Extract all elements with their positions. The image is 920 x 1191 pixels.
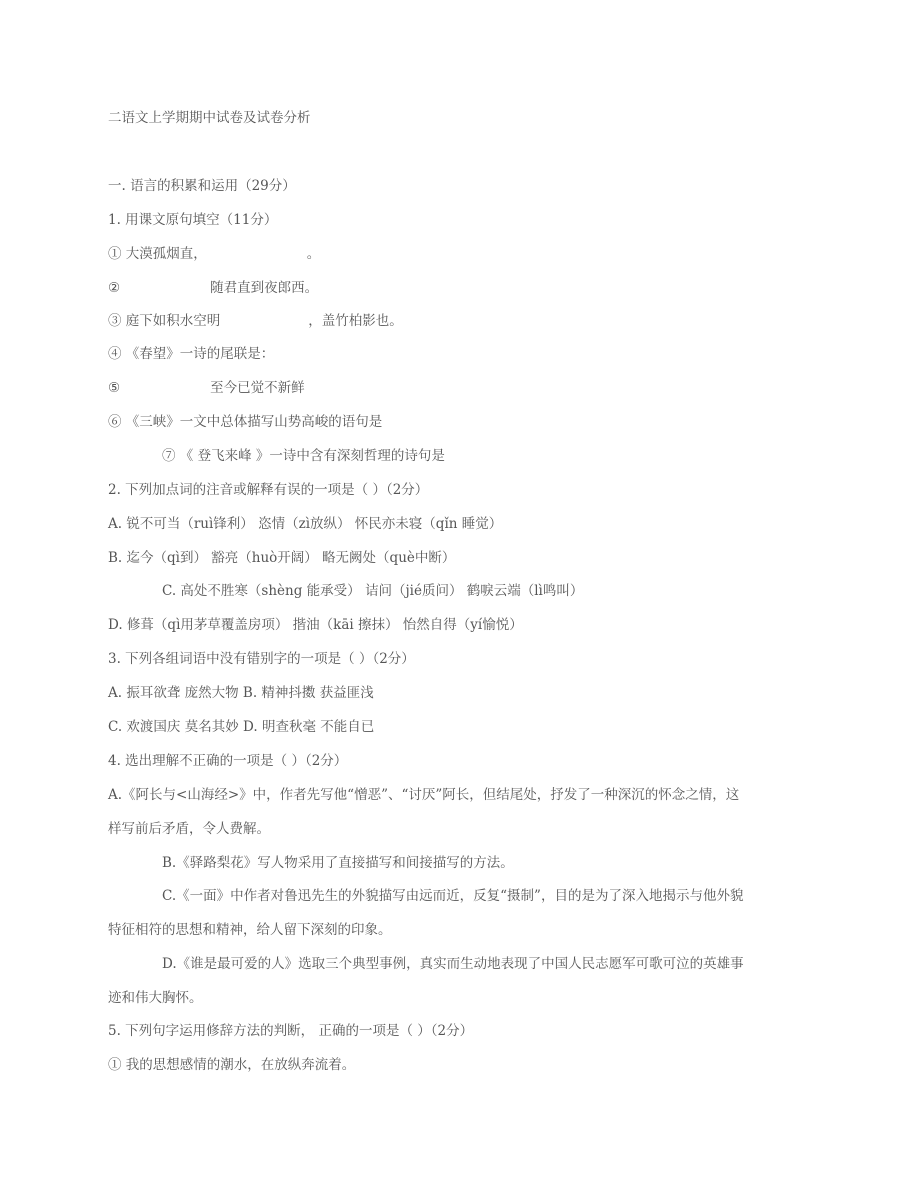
item-text: 我的思想感情的潮水，在放纵奔流着。 (125, 1057, 356, 1073)
q1-item-6 (108, 412, 382, 432)
question-3-stem: 3. 下列各组词语中没有错别字的一项是（ ）（2分） (108, 651, 415, 667)
item-text-after: 随君直到夜郎西。 (210, 280, 319, 296)
q3-options-ab: A. 振耳欲聋 庞然大物 B. 精神抖擞 获益匪浅 (108, 685, 374, 701)
item-text-after: ，盖竹柏影也。 (308, 313, 403, 329)
q1-item-4 (108, 344, 274, 364)
q4-option-d-line2: 迹和伟大胸怀。 (108, 990, 203, 1006)
item-number: ⑤ (108, 380, 121, 396)
q2-option-b: B. 迄今（qì到） 豁亮（huò开阔） 略无阙处（què中断） (108, 550, 456, 566)
item-number: ① (108, 246, 122, 262)
item-number: ⑦ (162, 448, 176, 464)
q1-item-3 (108, 311, 403, 331)
item-number: ② (108, 280, 121, 296)
question-1-stem: 1. 用课文原句填空（11分） (108, 212, 278, 228)
section-heading: 一. 语言的积累和运用（29分） (108, 178, 296, 194)
q1-item-7 (162, 446, 445, 466)
q1-item-2 (108, 278, 318, 298)
q4-option-b: B.《驿路梨花》写人物采用了直接描写和间接描写的方法。 (162, 855, 514, 871)
item-text-before: 大漠孤烟直， (125, 246, 207, 262)
q2-option-d: D. 修葺（qì用茅草覆盖房项） 揩油（kāi 擦抹） 怡然自得（yí愉悦） (108, 617, 523, 633)
q2-option-a: A. 锐不可当（ruì锋利） 恣情（zì放纵） 怀民亦未寝（qǐn 睡觉） (108, 516, 503, 532)
item-text-before: 《 登飞来峰 》一诗中含有深刻哲理的诗句是 (179, 448, 445, 464)
question-4-stem: 4. 选出理解不正确的一项是（ ）（2分） (108, 753, 348, 769)
item-number: ⑥ (108, 414, 122, 430)
question-5-stem: 5. 下列句字运用修辞方法的判断， 正确的一项是（ ）（2分） (108, 1023, 474, 1039)
question-2-stem: 2. 下列加点词的注音或解释有误的一项是（ ）（2分） (108, 482, 429, 498)
q3-options-cd: C. 欢渡国庆 莫名其妙 D. 明查秋毫 不能自已 (108, 719, 375, 735)
q2-option-c: C. 高处不胜寒（shèng 能承受） 诘问（jié质问） 鹤唳云端（lì鸣叫） (162, 583, 584, 599)
q4-option-a-line2: 样写前后矛盾，令人费解。 (108, 821, 270, 837)
q4-option-c-line2: 特征相符的思想和精神，给人留下深刻的印象。 (108, 922, 392, 938)
document-title: 二语文上学期期中试卷及试卷分析 (108, 110, 311, 126)
item-text-before: 《三峡》一文中总体描写山势高峻的语句是 (125, 414, 383, 430)
q1-item-1 (108, 244, 320, 264)
item-text-after: 。 (306, 246, 321, 262)
q5-item-1 (108, 1055, 355, 1075)
q4-option-a-line1: A.《阿长与<山海经>》中，作者先写他“憎恶”、“讨厌”阿长，但结尾处，抒发了一种深沉的怀念之情，这 (108, 787, 740, 803)
item-text-before: 《春望》一诗的尾联是： (125, 346, 275, 362)
q1-item-5 (108, 378, 305, 398)
q4-option-c-line1: C.《一面》中作者对鲁迅先生的外貌描写由远而近，反复“摄制”，目的是为了深入地揭示与他外貌 (162, 888, 744, 904)
item-number: ③ (108, 313, 122, 329)
item-text-after: 至今已觉不新鲜 (210, 380, 305, 396)
item-text-before: 庭下如积水空明 (125, 313, 221, 329)
item-number: ④ (108, 346, 122, 362)
q4-option-d-line1: D.《谁是最可爱的人》选取三个典型事例，真实而生动地表现了中国人民志愿军可歌可泣的英雄事 (162, 956, 744, 972)
item-number: ① (108, 1057, 122, 1073)
